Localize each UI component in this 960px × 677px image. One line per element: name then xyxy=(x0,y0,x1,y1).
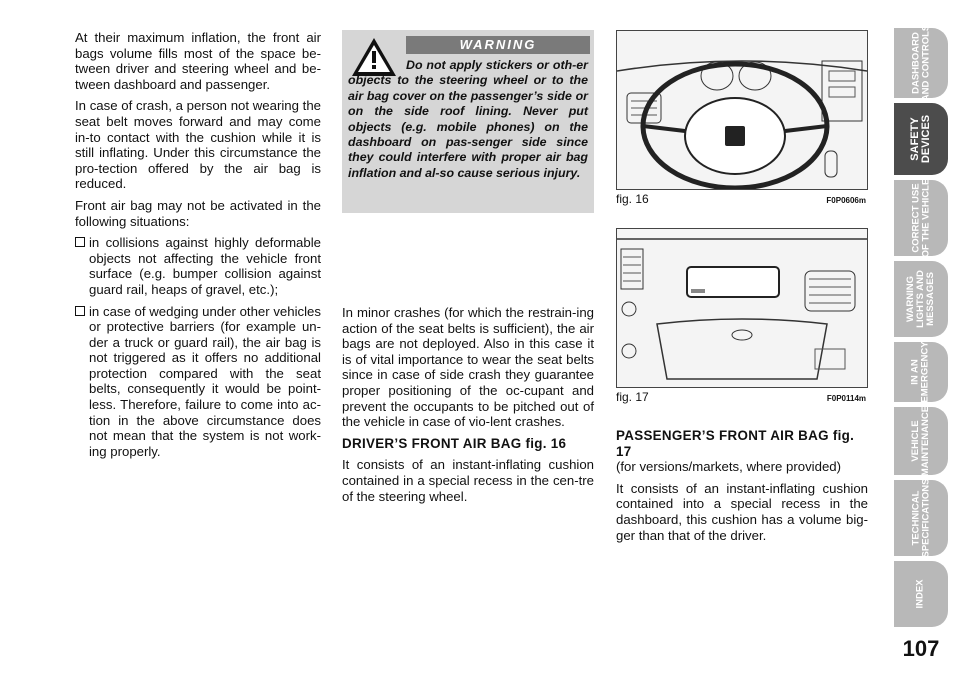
tab-safety-devices[interactable] xyxy=(894,103,948,175)
checkbox-bullet-icon xyxy=(75,237,85,247)
bullet-text: in collisions against highly deformable objects not affecting the vehicle front surface (e.g. bumper collision against guard rail, heaps of gravel, etc.); xyxy=(89,235,321,297)
bullet-item xyxy=(75,235,321,297)
tab-label: TECHNICAL SPECIFICATIONS xyxy=(910,478,931,558)
bullet-text: in case of wedging under other vehicles or protective barriers (for example un-der a truck or guard rail), the air bag is not triggered as it offers no additional protection compared with the seat belts, consequently it would be point-less. Therefore, failure to come into ac-tion in the above circumstance does not mean that the system is not work-ing properly. xyxy=(89,303,321,459)
steering-wheel-drawing xyxy=(617,31,867,189)
steering-wheel-illustration xyxy=(616,30,868,190)
paragraph: It consists of an instant-inflating cushion contained in a special recess in the cen-tre of the steering wheel. xyxy=(342,457,594,504)
tab-index[interactable] xyxy=(894,561,948,627)
tab-label: IN AN EMERGENCY xyxy=(910,341,932,403)
figure-code: F0P0114m xyxy=(826,394,866,403)
warning-text: Do not apply stickers or oth-er objects to the steering wheel or to the air bag cover on the passenger’s side or on the side roof lining. Never put objects (e.g. mobile phones) on the dashboard on pas-senger side since they could interfere with proper air bag inflation and al-so cause serious injury. xyxy=(348,58,588,180)
paragraph: It consists of an instant-inflating cushion contained into a special recess in the dashboard, this cushion has a volume big-ger than that of the driver. xyxy=(616,480,868,543)
passenger-dashboard-illustration xyxy=(616,228,868,388)
tab-vehicle-maintenance[interactable] xyxy=(894,407,948,475)
paragraph: At their maximum inflation, the front air bags volume fills most of the space be-tween driver and steering wheel and be-tween dashboard and passenger. xyxy=(75,30,321,92)
paragraph: In case of crash, a person not wearing the seat belt moves forward and may come in-to contact with the cushion while it is still inflating. Under this circumstance the pro-tection offered by the air bag is reduced. xyxy=(75,98,321,192)
availability-note: (for versions/markets, where provided) xyxy=(616,459,841,475)
tab-label: CORRECT USE OF THE VEHICLE xyxy=(910,178,931,258)
tab-label: SAFETY DEVICES xyxy=(908,114,932,164)
middle-column xyxy=(342,305,594,510)
right-column xyxy=(616,428,868,549)
paragraph: Front air bag may not be activated in the following situations: xyxy=(75,197,321,229)
tab-label: WARNING LIGHTS AND MESSAGES xyxy=(905,270,937,328)
tab-label: DASHBOARD AND CONTROLS xyxy=(910,24,931,102)
figure-17 xyxy=(616,228,868,404)
section-heading: DRIVER’S FRONT AIR BAG fig. 16 xyxy=(342,435,567,451)
checkbox-bullet-icon xyxy=(75,306,85,316)
tab-label: INDEX xyxy=(914,579,926,609)
figure-label: fig. 17 xyxy=(616,390,649,404)
tab-warning-lights[interactable] xyxy=(894,261,948,337)
tab-dashboard-and-controls[interactable] xyxy=(894,24,948,102)
tab-correct-use[interactable] xyxy=(894,180,948,256)
figure-code: F0P0606m xyxy=(826,196,866,205)
page-number: 107 xyxy=(902,636,940,661)
bullet-item xyxy=(75,304,321,460)
figure-label: fig. 16 xyxy=(616,192,649,206)
paragraph: In minor crashes (for which the restrain-ing action of the seat belts is sufficient), the air bags are not deployed. Also in this case it is of vital importance to wear the seat belts since in case of side crash they guarantee proper positioning of the oc-cupant and prevent the occupants to be pitched out of the vehicle in case of vio-lent crashes. xyxy=(342,305,594,430)
tab-technical-specifications[interactable] xyxy=(894,480,948,556)
left-column xyxy=(75,30,321,465)
warning-badge: WARNING xyxy=(406,36,590,54)
tab-label: VEHICLE MAINTENANCE xyxy=(910,405,932,477)
figure-16 xyxy=(616,30,868,206)
tab-in-an-emergency[interactable] xyxy=(894,342,948,402)
dashboard-drawing xyxy=(617,229,867,387)
section-heading: PASSENGER’S FRONT AIR BAG fig. 17 xyxy=(616,428,855,459)
warning-box xyxy=(342,30,594,213)
